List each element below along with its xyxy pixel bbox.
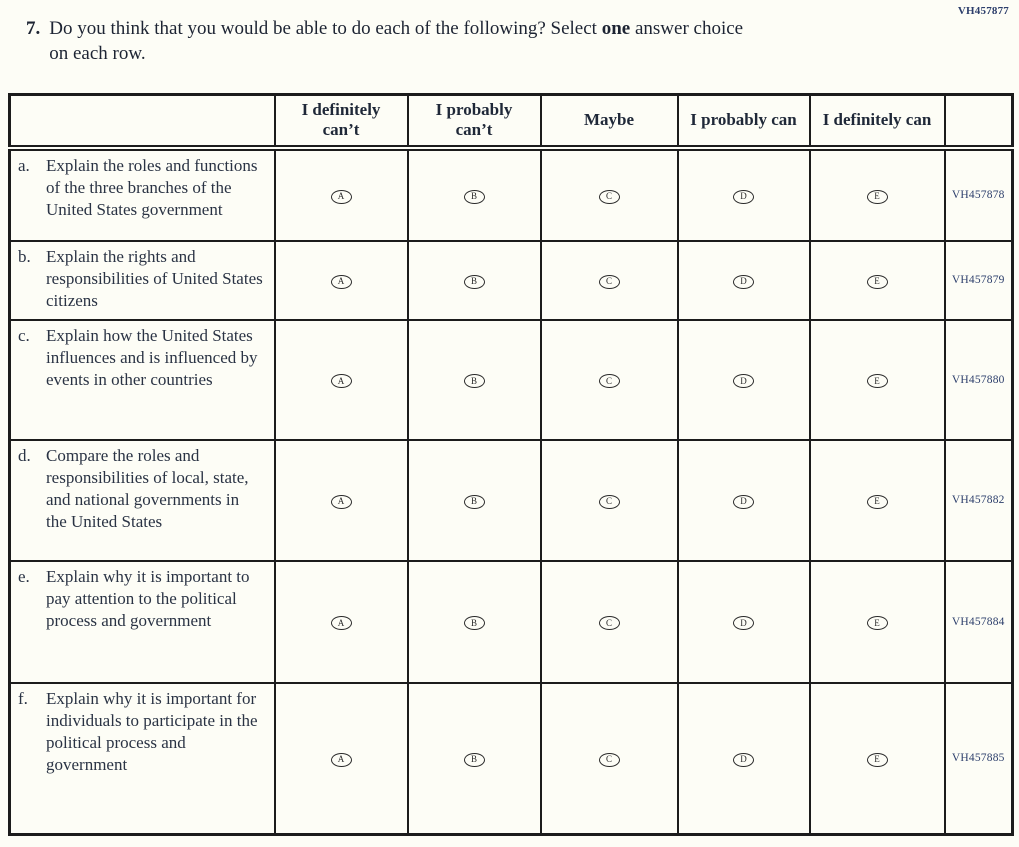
row-code: VH457885 <box>945 683 1013 835</box>
option-bubble-e[interactable]: E <box>867 616 888 630</box>
option-cell <box>541 241 678 320</box>
option-bubble-a[interactable]: A <box>331 495 352 509</box>
option-bubble-d[interactable]: D <box>733 190 754 204</box>
table-row-b <box>10 241 1013 320</box>
option-bubble-c[interactable]: C <box>599 374 620 388</box>
option-cell <box>678 683 810 835</box>
option-cell <box>810 148 945 241</box>
code-column-header <box>945 95 1013 148</box>
option-cell <box>541 148 678 241</box>
question-number: 7. <box>26 18 41 39</box>
option-cell <box>678 241 810 320</box>
option-cell <box>810 440 945 561</box>
option-cell <box>678 320 810 440</box>
row-code: VH457882 <box>945 440 1013 561</box>
row-letter: b. <box>18 246 31 266</box>
statement-cell <box>10 241 275 320</box>
table-row-f <box>10 683 1013 835</box>
row-letter: e. <box>18 566 30 586</box>
option-bubble-d[interactable]: D <box>733 753 754 767</box>
option-bubble-a[interactable]: A <box>331 616 352 630</box>
table-row-c <box>10 320 1013 440</box>
row-statement: Explain how the United States influences and is influenced by events in other countries <box>46 325 258 389</box>
row-letter: a. <box>18 155 30 175</box>
option-cell <box>678 440 810 561</box>
col-header-maybe: Maybe <box>541 95 678 148</box>
row-code: VH457879 <box>945 241 1013 320</box>
option-cell <box>275 148 408 241</box>
option-cell <box>275 320 408 440</box>
row-statement: Explain the rights and responsibilities of United States citizens <box>46 246 263 310</box>
statement-cell <box>10 440 275 561</box>
row-letter: d. <box>18 445 31 465</box>
option-bubble-b[interactable]: B <box>464 495 485 509</box>
option-bubble-c[interactable]: C <box>599 753 620 767</box>
option-bubble-d[interactable]: D <box>733 495 754 509</box>
option-cell <box>810 683 945 835</box>
page-accession-code: VH457877 <box>957 5 1009 17</box>
row-letter: f. <box>18 688 28 708</box>
row-letter: c. <box>18 325 30 345</box>
option-bubble-b[interactable]: B <box>464 190 485 204</box>
row-code: VH457880 <box>945 320 1013 440</box>
option-cell <box>541 561 678 683</box>
statement-cell <box>10 683 275 835</box>
option-bubble-c[interactable]: C <box>599 495 620 509</box>
question-text <box>49 16 749 66</box>
option-bubble-a[interactable]: A <box>331 753 352 767</box>
option-cell <box>541 320 678 440</box>
option-cell <box>275 683 408 835</box>
statement-cell <box>10 320 275 440</box>
header-row <box>10 95 1013 148</box>
table-row-a <box>10 148 1013 241</box>
answer-grid-table <box>8 93 1014 836</box>
option-bubble-a[interactable]: A <box>331 190 352 204</box>
row-code: VH457878 <box>945 148 1013 241</box>
option-bubble-b[interactable]: B <box>464 616 485 630</box>
option-cell <box>408 440 541 561</box>
row-statement: Explain the roles and functions of the three branches of the United States government <box>46 155 258 219</box>
statement-cell <box>10 148 275 241</box>
row-statement: Explain why it is important for individuals to participate in the political process and government <box>46 688 258 774</box>
option-cell <box>275 440 408 561</box>
col-header-definitely-cant: I definitely can’t <box>275 95 408 148</box>
question-text-part1: Do you think that you would be able to do each of the following? Select <box>49 18 597 39</box>
option-bubble-e[interactable]: E <box>867 190 888 204</box>
option-bubble-e[interactable]: E <box>867 495 888 509</box>
question-text-part2: answer choice on each row. <box>49 18 744 65</box>
option-bubble-c[interactable]: C <box>599 616 620 630</box>
option-bubble-d[interactable]: D <box>733 275 754 289</box>
row-statement: Compare the roles and responsibilities of local, state, and national governments in the United States <box>46 445 249 531</box>
option-cell <box>678 148 810 241</box>
option-bubble-e[interactable]: E <box>867 374 888 388</box>
row-code: VH457884 <box>945 561 1013 683</box>
option-bubble-a[interactable]: A <box>331 275 352 289</box>
option-cell <box>408 683 541 835</box>
col-header-definitely-can: I definitely can <box>810 95 945 148</box>
option-bubble-e[interactable]: E <box>867 275 888 289</box>
option-cell <box>810 320 945 440</box>
col-header-probably-can: I probably can <box>678 95 810 148</box>
option-bubble-c[interactable]: C <box>599 275 620 289</box>
option-cell <box>275 561 408 683</box>
option-cell <box>541 440 678 561</box>
option-cell <box>408 241 541 320</box>
option-cell <box>408 561 541 683</box>
option-cell <box>678 561 810 683</box>
option-bubble-b[interactable]: B <box>464 275 485 289</box>
option-cell <box>408 320 541 440</box>
option-bubble-b[interactable]: B <box>464 374 485 388</box>
option-bubble-d[interactable]: D <box>733 374 754 388</box>
table-row-d <box>10 440 1013 561</box>
option-cell <box>275 241 408 320</box>
option-cell <box>408 148 541 241</box>
option-cell <box>541 683 678 835</box>
option-cell <box>810 241 945 320</box>
row-statement: Explain why it is important to pay attention to the political process and government <box>46 566 250 630</box>
option-bubble-d[interactable]: D <box>733 616 754 630</box>
option-bubble-a[interactable]: A <box>331 374 352 388</box>
option-cell <box>810 561 945 683</box>
col-header-probably-cant: I probably can’t <box>408 95 541 148</box>
question-7 <box>26 16 749 66</box>
statement-cell <box>10 561 275 683</box>
option-bubble-e[interactable]: E <box>867 753 888 767</box>
statement-column-header <box>10 95 275 148</box>
question-bold-word: one <box>601 18 631 39</box>
table-row-e <box>10 561 1013 683</box>
option-bubble-c[interactable]: C <box>599 190 620 204</box>
option-bubble-b[interactable]: B <box>464 753 485 767</box>
